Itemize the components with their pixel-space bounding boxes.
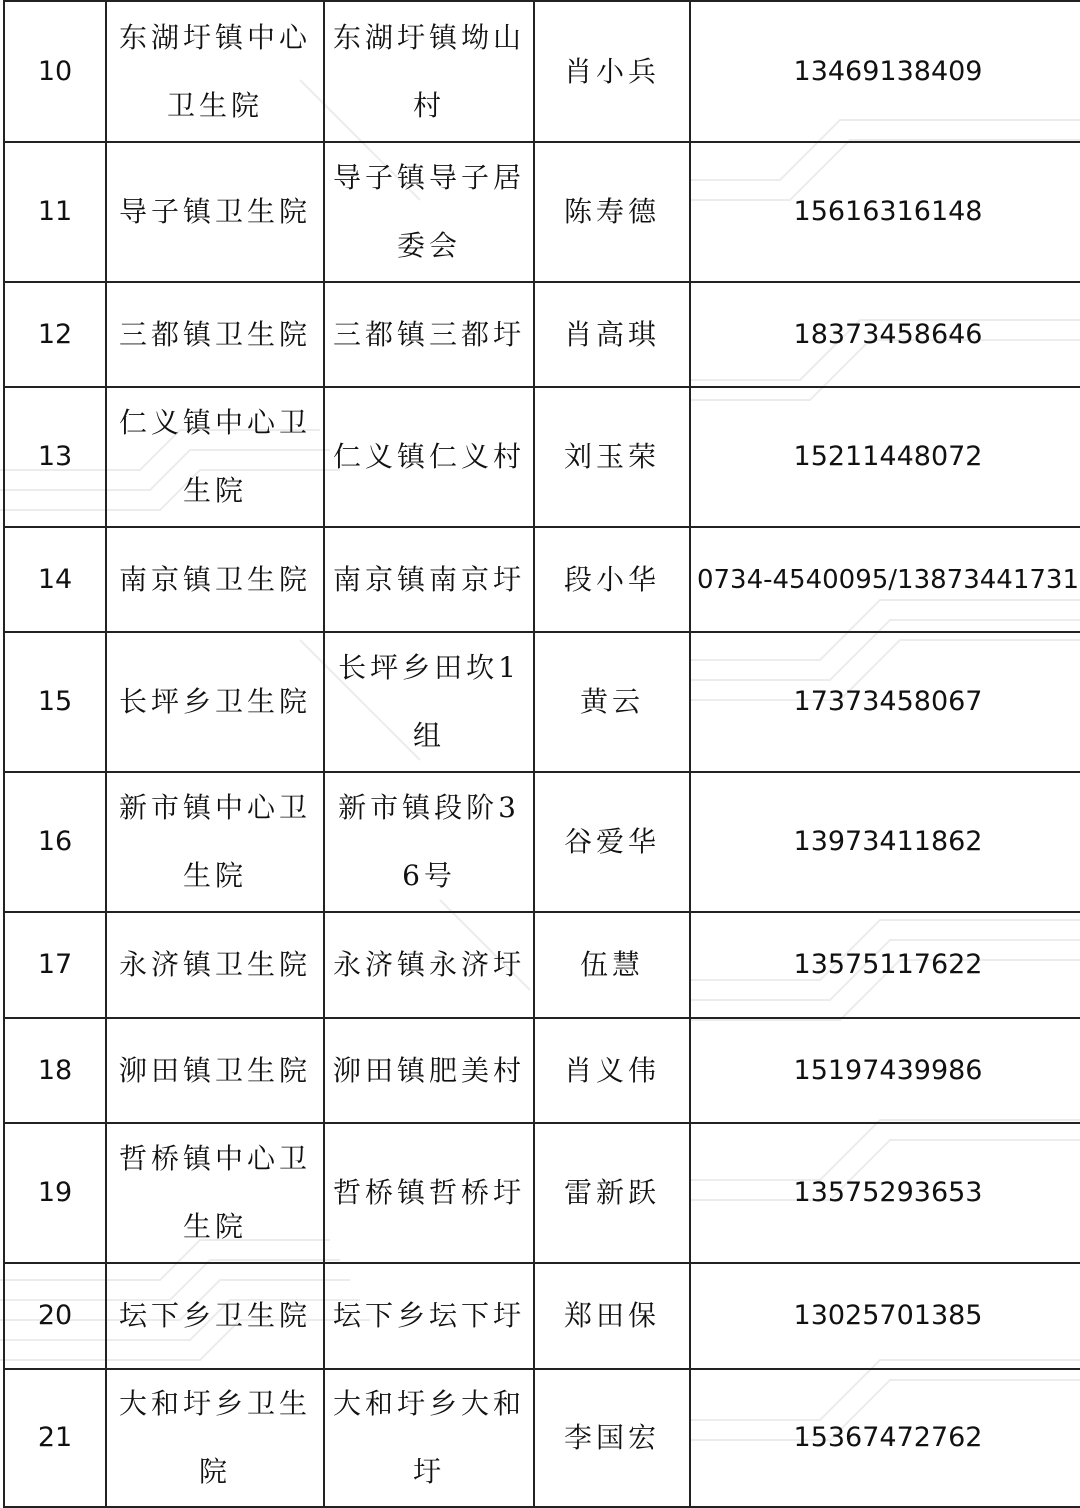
row-number: 18 <box>4 1018 106 1123</box>
contact-person: 李国宏 <box>534 1369 690 1507</box>
table-row <box>4 1263 1080 1369</box>
row-number: 20 <box>4 1263 106 1369</box>
row-number: 15 <box>4 632 106 772</box>
hospital-address: 坛下乡坛下圩 <box>324 1263 534 1369</box>
hospital-address: 导子镇导子居委会 <box>324 142 534 282</box>
hospital-address: 大和圩乡大和圩 <box>324 1369 534 1507</box>
contact-phone: 0734-4540095/13873441731 <box>690 527 1080 632</box>
contact-phone: 15197439986 <box>690 1018 1080 1123</box>
contact-person: 雷新跃 <box>534 1123 690 1263</box>
table-row <box>4 1018 1080 1123</box>
table-row <box>4 1369 1080 1507</box>
contact-person: 刘玉荣 <box>534 387 690 527</box>
row-number: 13 <box>4 387 106 527</box>
table-row <box>4 1 1080 142</box>
row-number: 10 <box>4 1 106 142</box>
contact-phone: 13025701385 <box>690 1263 1080 1369</box>
table-row <box>4 1123 1080 1263</box>
hospital-address: 长坪乡田坎1组 <box>324 632 534 772</box>
hospital-name: 南京镇卫生院 <box>106 527 324 632</box>
hospital-address: 泖田镇肥美村 <box>324 1018 534 1123</box>
row-number: 14 <box>4 527 106 632</box>
row-number: 12 <box>4 282 106 387</box>
hospital-name: 新市镇中心卫生院 <box>106 772 324 912</box>
hospital-name: 仁义镇中心卫生院 <box>106 387 324 527</box>
hospital-address: 三都镇三都圩 <box>324 282 534 387</box>
hospital-address: 南京镇南京圩 <box>324 527 534 632</box>
contact-phone: 17373458067 <box>690 632 1080 772</box>
contact-phone: 15211448072 <box>690 387 1080 527</box>
contact-phone: 15616316148 <box>690 142 1080 282</box>
hospital-address: 东湖圩镇坳山村 <box>324 1 534 142</box>
contact-person: 肖高琪 <box>534 282 690 387</box>
contact-phone: 13973411862 <box>690 772 1080 912</box>
table-row <box>4 387 1080 527</box>
contact-person: 肖义伟 <box>534 1018 690 1123</box>
contact-person: 肖小兵 <box>534 1 690 142</box>
table-row <box>4 282 1080 387</box>
hospital-name: 泖田镇卫生院 <box>106 1018 324 1123</box>
hospital-name: 哲桥镇中心卫生院 <box>106 1123 324 1263</box>
hospital-name: 导子镇卫生院 <box>106 142 324 282</box>
hospital-name: 永济镇卫生院 <box>106 912 324 1018</box>
contact-phone: 13469138409 <box>690 1 1080 142</box>
row-number: 21 <box>4 1369 106 1507</box>
hospital-name: 长坪乡卫生院 <box>106 632 324 772</box>
hospital-name: 坛下乡卫生院 <box>106 1263 324 1369</box>
table-row <box>4 527 1080 632</box>
contact-person: 伍慧 <box>534 912 690 1018</box>
row-number: 17 <box>4 912 106 1018</box>
hospital-address: 永济镇永济圩 <box>324 912 534 1018</box>
table-row <box>4 632 1080 772</box>
contact-person: 郑田保 <box>534 1263 690 1369</box>
row-number: 16 <box>4 772 106 912</box>
hospital-name: 三都镇卫生院 <box>106 282 324 387</box>
contact-phone: 13575293653 <box>690 1123 1080 1263</box>
contact-person: 陈寿德 <box>534 142 690 282</box>
row-number: 19 <box>4 1123 106 1263</box>
hospital-name: 大和圩乡卫生院 <box>106 1369 324 1507</box>
contact-phone: 18373458646 <box>690 282 1080 387</box>
contact-person: 段小华 <box>534 527 690 632</box>
contact-person: 黄云 <box>534 632 690 772</box>
hospital-address: 仁义镇仁义村 <box>324 387 534 527</box>
table-row <box>4 142 1080 282</box>
hospital-name: 东湖圩镇中心卫生院 <box>106 1 324 142</box>
hospital-address: 哲桥镇哲桥圩 <box>324 1123 534 1263</box>
contact-phone: 15367472762 <box>690 1369 1080 1507</box>
contact-person: 谷爱华 <box>534 772 690 912</box>
hospital-table <box>3 0 1080 1508</box>
contact-phone: 13575117622 <box>690 912 1080 1018</box>
table-row <box>4 772 1080 912</box>
hospital-address: 新市镇段阶36号 <box>324 772 534 912</box>
table-row <box>4 912 1080 1018</box>
row-number: 11 <box>4 142 106 282</box>
